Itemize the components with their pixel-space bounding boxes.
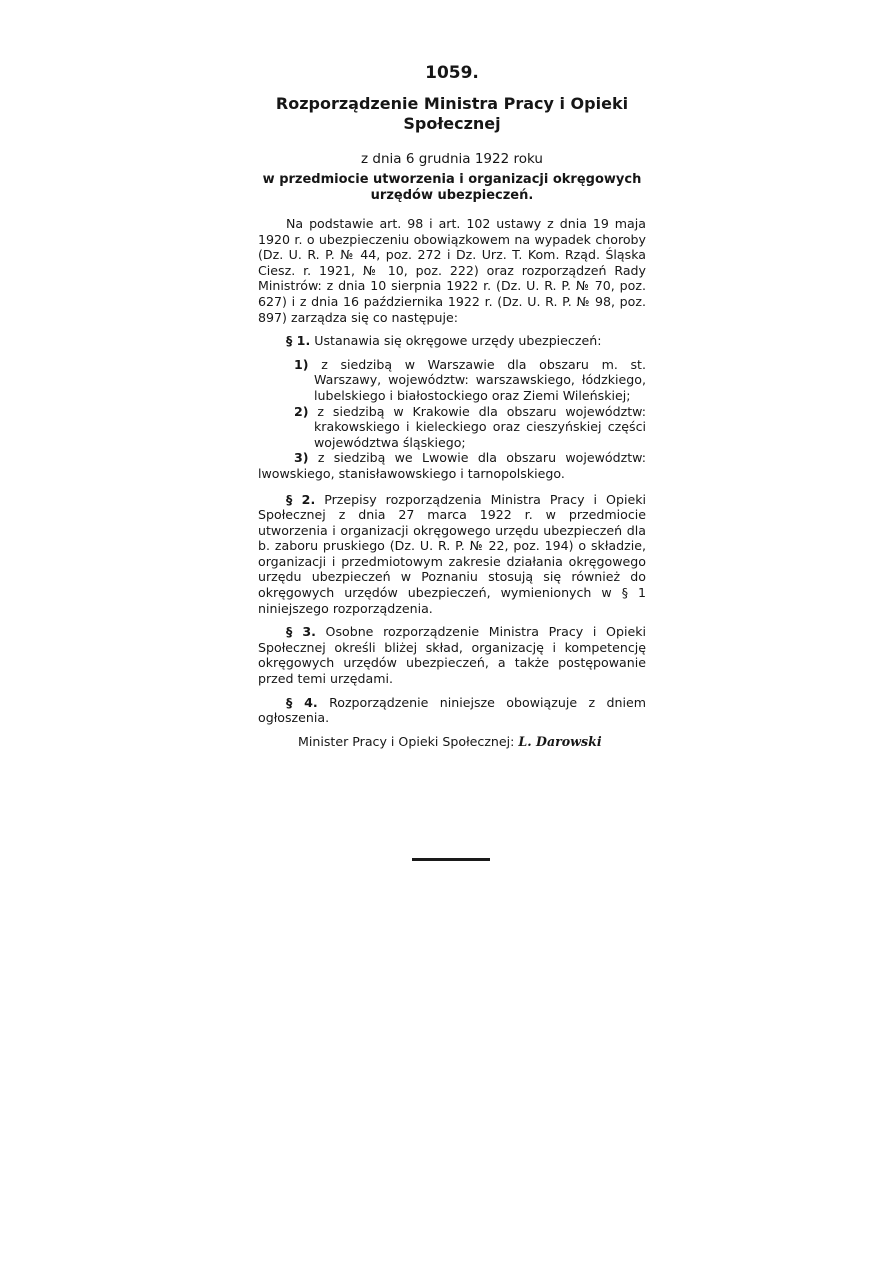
document-title: Rozporządzenie Ministra Pracy i Opieki Społecznej bbox=[275, 94, 629, 133]
section-3-mark: § 3. bbox=[286, 624, 316, 640]
section-4-mark: § 4. bbox=[286, 694, 318, 710]
section-2-text: Przepisy rozporządzenia Ministra Pracy i Opieki Społecznej z dnia 27 marca 1922 r. w przedmiocie utworzenia i organizacji okręgowego urzędu ubezpieczeń dla b. zaboru pruskiego (Dz. U. R. P. № 22, poz. 194) o składzie, organizacji i przedmiotowym zakresie działania okręgowego urzędu ubezpieczeń w Poznaniu stosują się również do okręgowych urzędów ubezpieczeń, wymienionych w § 1 niniejszego rozporządzenia. bbox=[258, 491, 646, 616]
list-item bbox=[258, 404, 646, 451]
section-4-text: Rozporządzenie niniejsze obowiązuje z dniem ogłoszenia. bbox=[258, 694, 646, 726]
list-item-text: z siedzibą w Krakowie dla obszaru województw: krakowskiego i kieleckiego oraz cieszyńskiej części województwa śląskiego; bbox=[314, 403, 646, 450]
section-1-text: Ustanawia się okręgowe urzędy ubezpieczeń: bbox=[314, 333, 602, 349]
list-item-number: 1) bbox=[294, 356, 309, 372]
document-date: z dnia 6 grudnia 1922 roku bbox=[361, 151, 543, 167]
closing-rule bbox=[412, 858, 490, 861]
section-1-list bbox=[258, 357, 646, 482]
section-2-mark: § 2. bbox=[286, 491, 316, 507]
signature-role: Minister Pracy i Opieki Społecznej: bbox=[298, 733, 515, 749]
section-1-mark: § 1. bbox=[286, 333, 311, 349]
document-page bbox=[258, 62, 646, 750]
signature-name: L. Darowski bbox=[518, 733, 602, 749]
section-3-text: Osobne rozporządzenie Ministra Pracy i Opieki Społecznej określi bliżej skład, organizację i kompetencję okręgowych urzędów ubezpieczeń, a także postępowanie przed temi urzędami. bbox=[258, 624, 646, 687]
list-item-text: z siedzibą we Lwowie dla obszaru województw: lwowskiego, stanisławowskiego i tarnopolskiego. bbox=[258, 450, 646, 481]
list-item bbox=[258, 357, 646, 404]
section-4-paragraph bbox=[258, 695, 646, 726]
list-item-text: z siedzibą w Warszawie dla obszaru m. st. Warszawy, województw: warszawskiego, łódzkiego, lubelskiego i białostockiego oraz Ziemi Wileńskiej; bbox=[314, 356, 646, 403]
list-item bbox=[258, 450, 646, 481]
section-3-paragraph bbox=[258, 624, 646, 686]
signature-line bbox=[258, 734, 646, 750]
section-1-paragraph bbox=[258, 333, 646, 349]
preamble-text: Na podstawie art. 98 i art. 102 ustawy z dnia 19 maja 1920 r. o ubezpieczeniu obowiązkowem na wypadek choroby (Dz. U. R. P. № 44, poz. 272 i Dz. Urz. T. Kom. Rząd. Śląska Ciesz. r. 1921, № 10, poz. 222) oraz rozporządzeń Rady Ministrów: z dnia 10 sierpnia 1922 r. (Dz. U. R. P. № 70, poz. 627) i z dnia 16 października 1922 r. (Dz. U. R. P. № 98, poz. 897) zarządza się co następuje: bbox=[258, 216, 646, 325]
list-item-number: 3) bbox=[294, 450, 309, 466]
document-number: 1059. bbox=[425, 63, 479, 83]
document-subject: w przedmiocie utworzenia i organizacji okręgowych urzędów ubezpieczeń. bbox=[262, 172, 642, 203]
list-item-number: 2) bbox=[294, 403, 309, 419]
preamble-paragraph bbox=[258, 216, 646, 325]
section-2-paragraph bbox=[258, 492, 646, 617]
